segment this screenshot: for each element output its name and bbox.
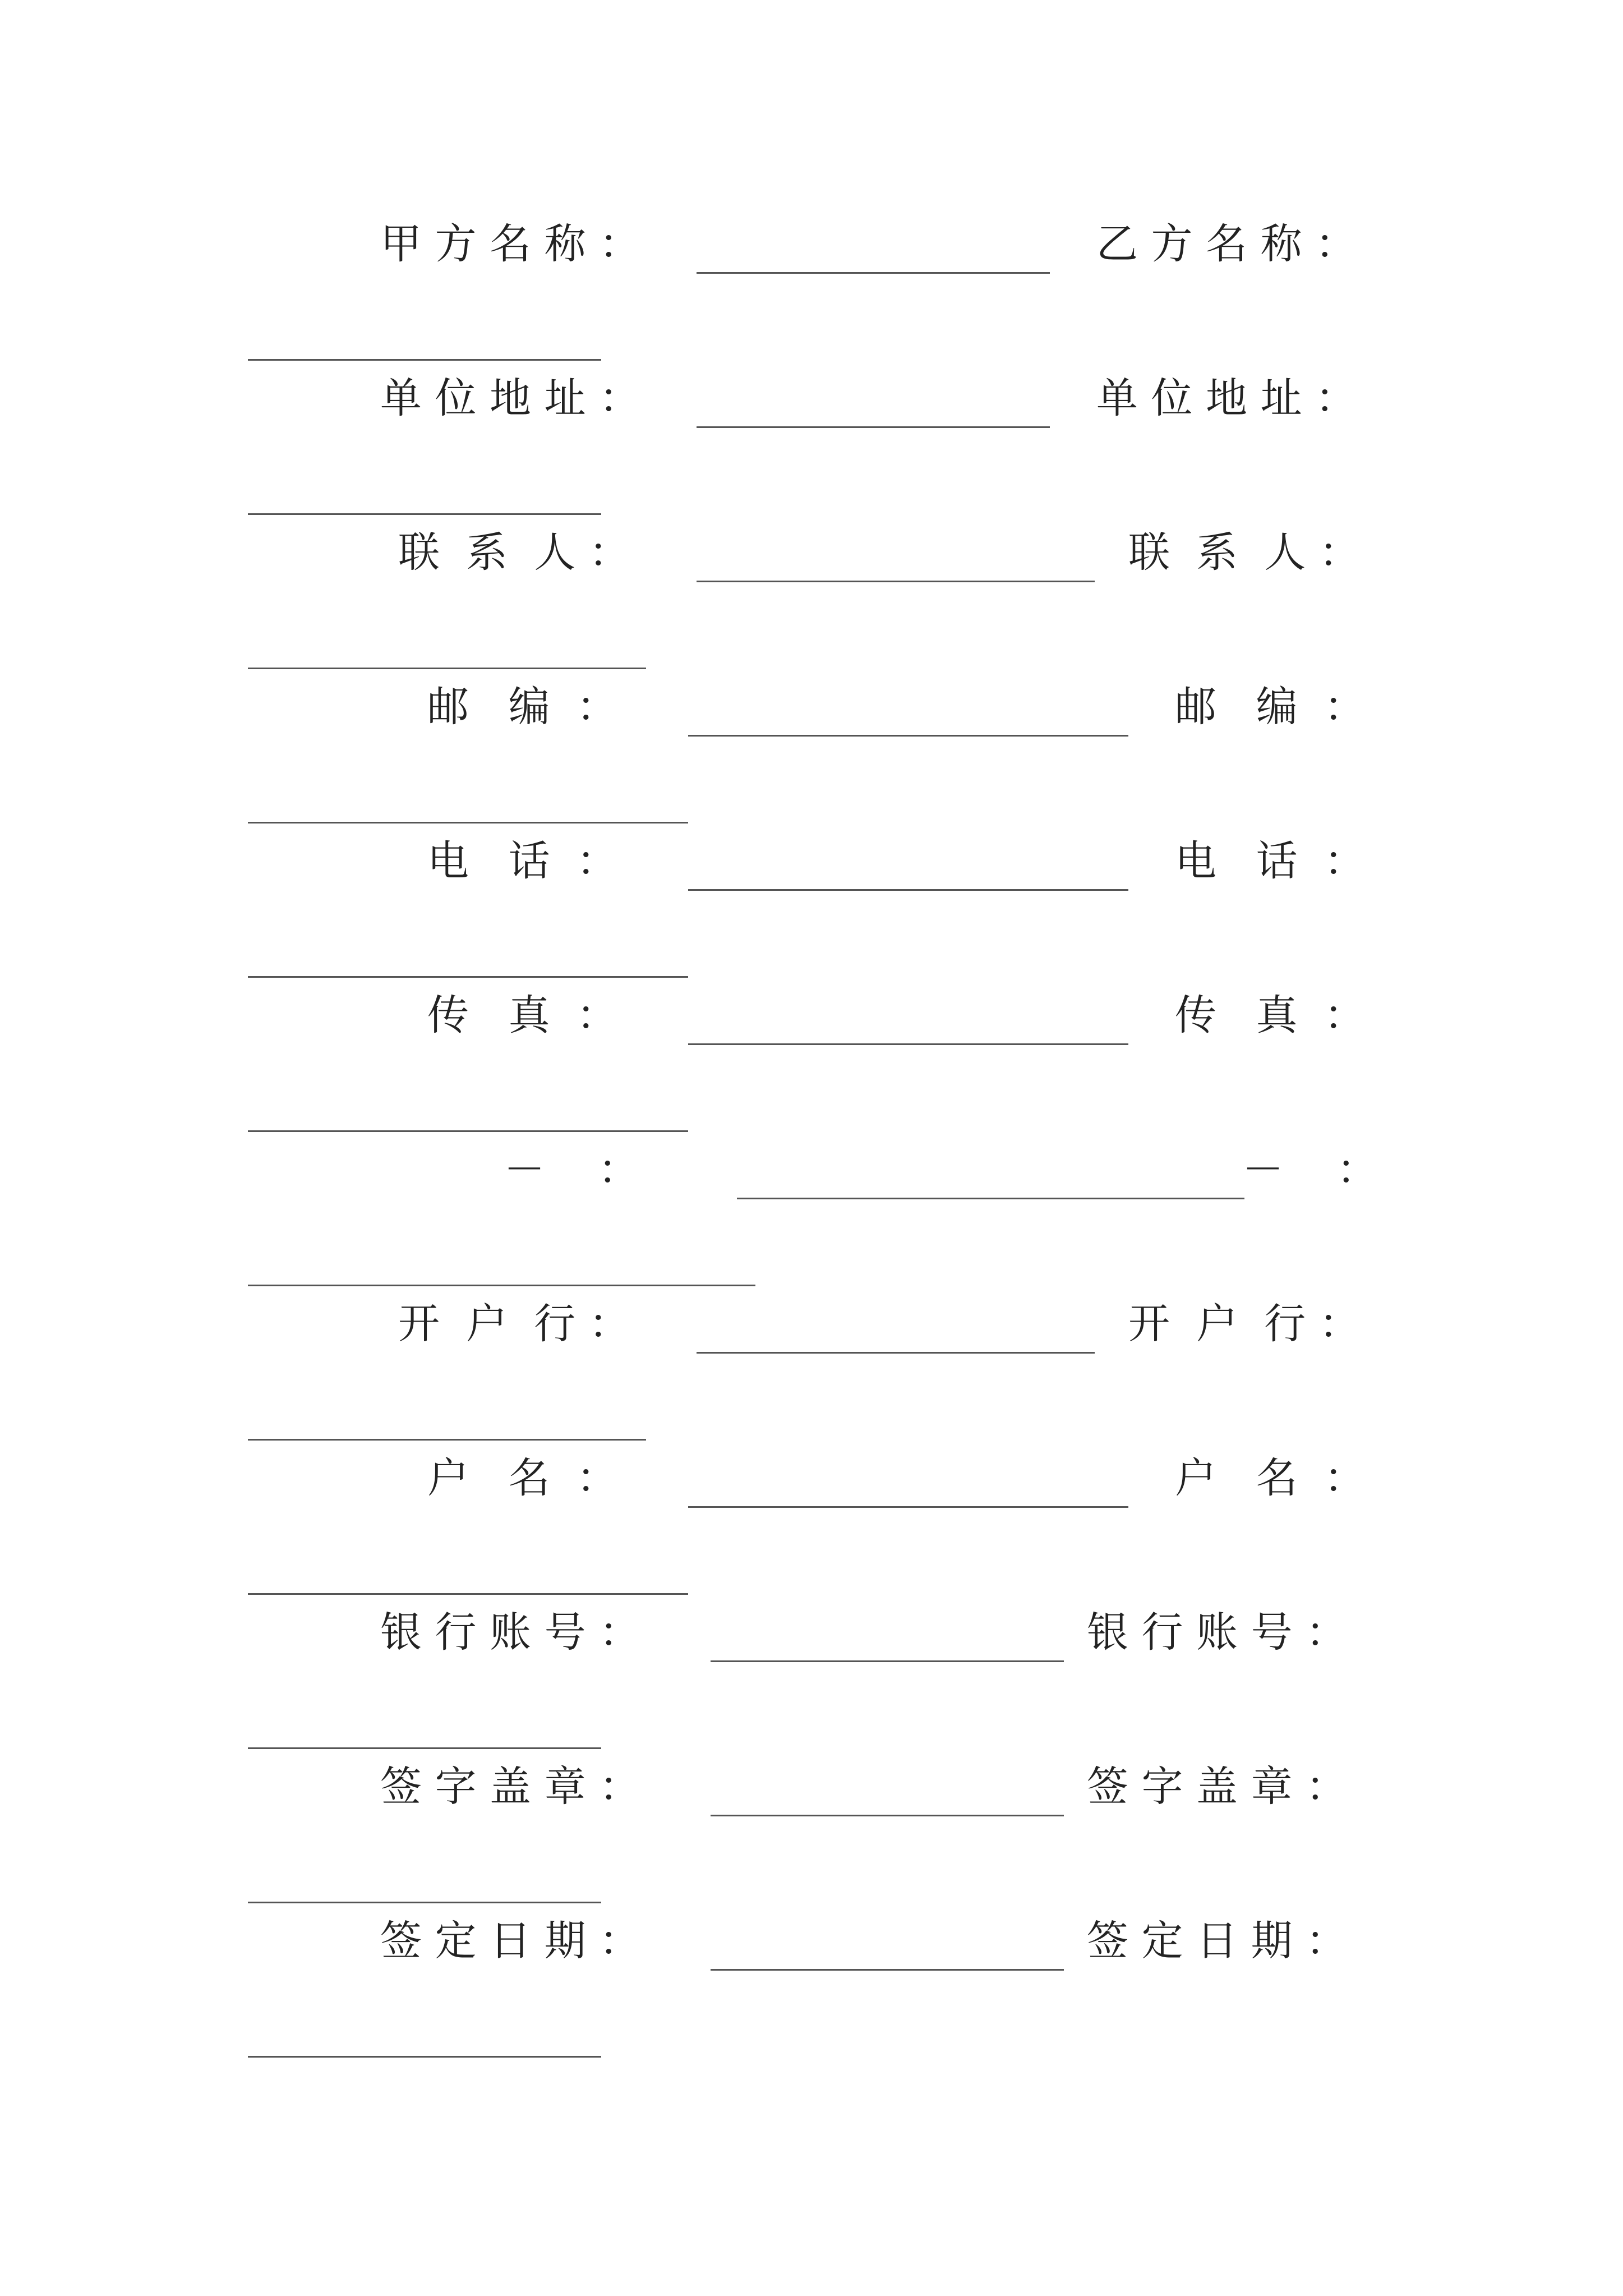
party-b-fax-field[interactable] <box>248 1130 688 1132</box>
party-a-name-label: 甲 方 名 称 ： <box>380 220 641 268</box>
party-a-signature-field[interactable] <box>711 1815 1064 1816</box>
party-b-name-field[interactable] <box>248 359 601 361</box>
row-account-name <box>0 1450 1623 1604</box>
party-b-address-label: 单 位 地 址 ： <box>1096 374 1357 422</box>
party-b-contact-label: 联 系 人 ： <box>1128 528 1361 577</box>
row-address <box>0 370 1623 524</box>
row-dash <box>0 1142 1623 1295</box>
party-a-address-label: 单 位 地 址 ： <box>380 374 641 422</box>
party-b-postcode-field[interactable] <box>248 822 688 823</box>
party-a-postcode-label: 邮 编 ： <box>427 683 618 731</box>
party-a-phone-label: 电 话 ： <box>427 837 618 885</box>
row-fax <box>0 987 1623 1141</box>
row-contact <box>0 524 1623 678</box>
party-b-signature-label: 签 字 盖 章 ： <box>1087 1763 1348 1811</box>
party-b-fax-label: 传 真 ： <box>1175 991 1366 1039</box>
party-a-account-name-field[interactable] <box>688 1506 1128 1508</box>
party-a-signing-date-field[interactable] <box>711 1969 1064 1971</box>
party-a-signature-label: 签 字 盖 章 ： <box>380 1763 641 1811</box>
party-b-phone-field[interactable] <box>248 976 688 978</box>
party-b-name-label: 乙 方 名 称 ： <box>1096 220 1357 268</box>
party-a-fax-field[interactable] <box>688 1043 1128 1045</box>
party-b-phone-label: 电 话 ： <box>1175 837 1366 885</box>
party-a-dash-field[interactable] <box>737 1198 1244 1199</box>
party-b-account-name-field[interactable] <box>248 1593 688 1595</box>
row-signing-date <box>0 1913 1623 2067</box>
party-a-address-field[interactable] <box>697 426 1050 428</box>
party-a-contact-field[interactable] <box>697 581 1095 582</box>
row-bank <box>0 1296 1623 1450</box>
party-b-account-name-label: 户 名 ： <box>1175 1454 1366 1502</box>
row-signature <box>0 1759 1623 1912</box>
row-party-name <box>0 216 1623 370</box>
party-b-contact-field[interactable] <box>248 668 646 669</box>
party-b-signing-date-label: 签 定 日 期 ： <box>1087 1917 1348 1965</box>
party-a-phone-field[interactable] <box>688 889 1128 891</box>
party-a-account-number-label: 银 行 账 号 ： <box>380 1608 641 1657</box>
party-a-contact-label: 联 系 人 ： <box>398 528 630 577</box>
party-a-account-name-label: 户 名 ： <box>427 1454 618 1502</box>
party-b-bank-label: 开 户 行 ： <box>1128 1300 1361 1348</box>
party-b-account-number-label: 银 行 账 号 ： <box>1087 1608 1348 1657</box>
party-a-fax-label: 传 真 ： <box>427 991 618 1039</box>
party-b-postcode-label: 邮 编 ： <box>1175 683 1366 731</box>
party-a-account-number-field[interactable] <box>711 1660 1064 1662</box>
party-a-dash-label: － ： <box>504 1145 640 1194</box>
party-b-account-number-field[interactable] <box>248 1747 601 1749</box>
party-b-address-field[interactable] <box>248 513 601 515</box>
row-account-number <box>0 1604 1623 1758</box>
row-postcode <box>0 679 1623 832</box>
party-a-signing-date-label: 签 定 日 期 ： <box>380 1917 641 1965</box>
party-b-dash-field[interactable] <box>248 1285 755 1286</box>
party-b-bank-field[interactable] <box>248 1439 646 1441</box>
party-b-signature-field[interactable] <box>248 1902 601 1903</box>
row-phone <box>0 833 1623 987</box>
party-a-bank-label: 开 户 行 ： <box>398 1300 630 1348</box>
party-a-postcode-field[interactable] <box>688 735 1128 737</box>
party-b-signing-date-field[interactable] <box>248 2056 601 2058</box>
party-b-dash-label: － ： <box>1242 1145 1378 1194</box>
party-a-bank-field[interactable] <box>697 1352 1095 1354</box>
party-a-name-field[interactable] <box>697 272 1050 274</box>
